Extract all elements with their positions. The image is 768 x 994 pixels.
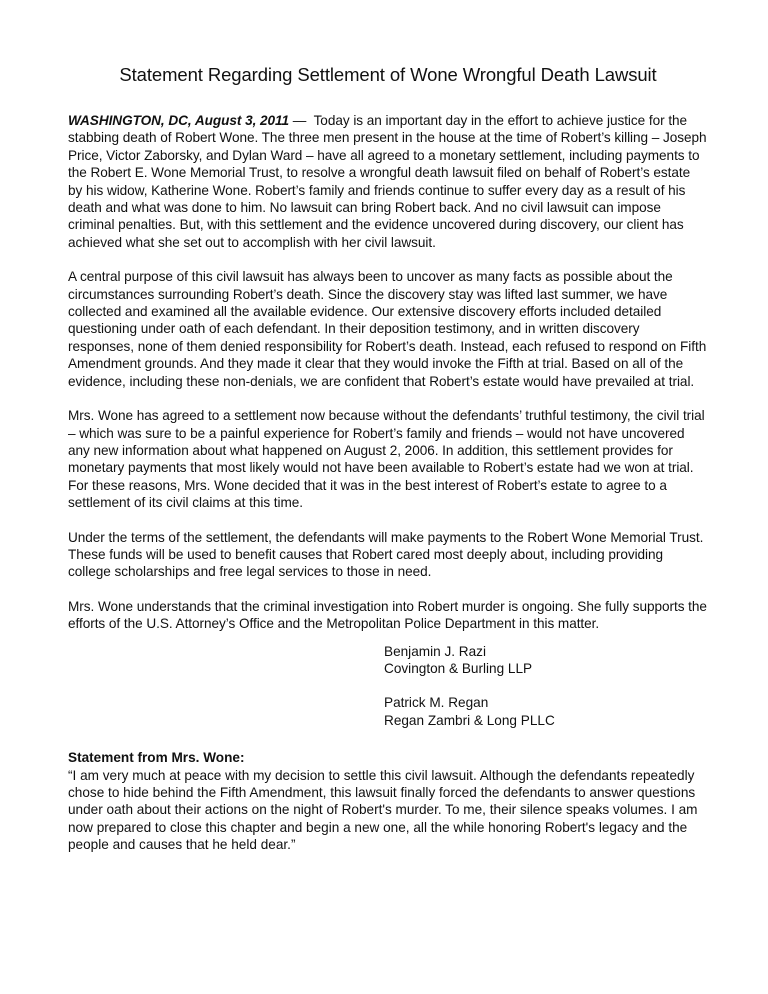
document-title: Statement Regarding Settlement of Wone Wrongful Death Lawsuit bbox=[119, 64, 657, 85]
dateline: WASHINGTON, DC, August 3, 2011 bbox=[68, 113, 290, 128]
signature-block bbox=[384, 643, 708, 678]
statement-heading: Statement from Mrs. Wone: bbox=[68, 750, 245, 766]
signatory-name: Patrick M. Regan bbox=[384, 695, 489, 711]
signatory-firm: Regan Zambri & Long PLLC bbox=[384, 712, 555, 728]
paragraph-settlement-reason: Mrs. Wone has agreed to a settlement now because without the defendants’ truthful testimony, the civil trial – which was sure to be a painful experience for Robert’s family and friends – would not have uncovered any new information about what happened on August 2, 2006. In addition, this settlement provides for monetary payments that most likely would not have been available to Robert’s estate had we won at trial. For these reasons, Mrs. Wone decided that it was in the best interest of Robert’s estate to agree to a settlement of its civil claims at this time. bbox=[68, 408, 705, 511]
paragraph-intro-body: Today is an important day in the effort to achieve justice for the stabbing death of Robert Wone. The three men present in the house at the time of Robert’s killing – Joseph Price, Victor Zaborsky, and Dylan Ward – have all agreed to a monetary settlement, including payments to the Robert E. Wone Memorial Trust, to resolve a wrongful death lawsuit filed on behalf of Robert’s estate by his widow, Katherine Wone. Robert’s family and friends continue to suffer every day as a result of his death and what was done to him. No lawsuit can bring Robert back. And no civil lawsuit can impose criminal penalties. But, with this settlement and the evidence uncovered during discovery, our client has achieved what she set out to accomplish with her civil lawsuit. bbox=[68, 113, 707, 250]
paragraph-intro bbox=[68, 112, 708, 251]
statement-quote: “I am very much at peace with my decision to settle this civil lawsuit. Although the defendants repeatedly chose to hide behind the Fifth Amendment, this lawsuit finally forced the defendants to answer questions under oath about their actions on the night of Robert's murder. To me, their silence speaks volumes. I am now prepared to close this chapter and begin a new one, all the while honoring Robert's legacy and the people and causes that he held dear.” bbox=[68, 767, 698, 853]
signature-block bbox=[384, 694, 708, 729]
signatory-firm: Covington & Burling LLP bbox=[384, 660, 533, 676]
signature-section bbox=[384, 643, 708, 730]
paragraph-purpose: A central purpose of this civil lawsuit has always been to uncover as many facts as possible about the circumstances surrounding Robert’s death. Since the discovery stay was lifted last summer, we have collected and examined all the available evidence. Our extensive discovery efforts included detailed questioning under oath of each defendant. In their deposition testimony, and in written discovery responses, none of them denied responsibility for Robert’s death. Instead, each refused to respond on Fifth Amendment grounds. And they made it clear that they would invoke the Fifth at trial. Based on all of the evidence, including these non-denials, we are confident that Robert’s estate would have prevailed at trial. bbox=[68, 269, 707, 389]
signatory-name: Benjamin J. Razi bbox=[384, 643, 486, 659]
dateline-dash: — bbox=[289, 113, 314, 128]
paragraph-criminal-investigation: Mrs. Wone understands that the criminal investigation into Robert murder is ongoing. She fully supports the efforts of the U.S. Attorney’s Office and the Metropolitan Police Department in this matter. bbox=[68, 598, 707, 632]
paragraph-settlement-terms: Under the terms of the settlement, the defendants will make payments to the Robert Wone Memorial Trust. These funds will be used to benefit causes that Robert cared most deeply about, including providing college scholarships and free legal services to those in need. bbox=[68, 529, 704, 580]
press-statement-page bbox=[68, 64, 708, 854]
